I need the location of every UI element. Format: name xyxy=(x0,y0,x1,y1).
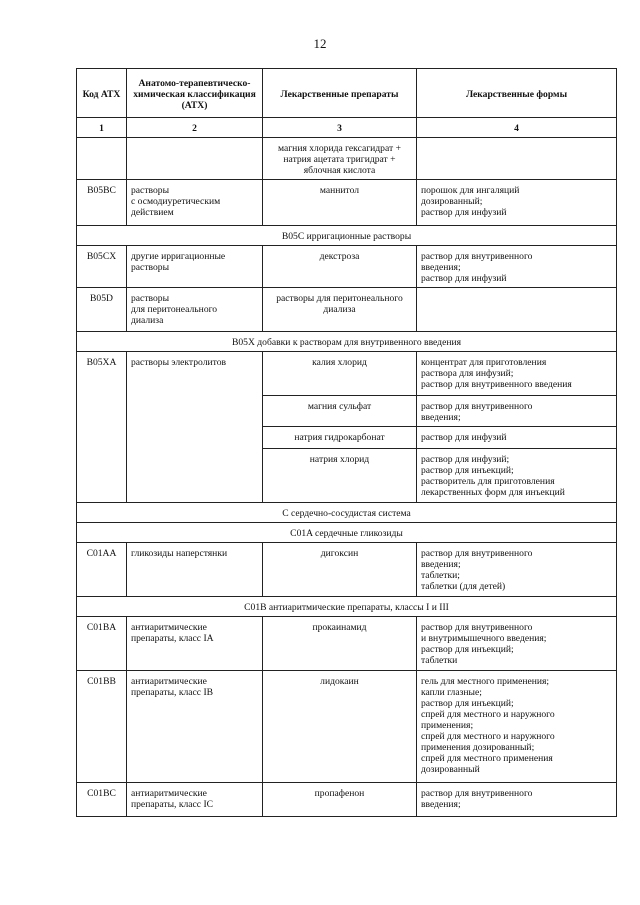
text-line: раствора для инфузий; xyxy=(421,368,514,379)
group-row xyxy=(77,523,617,543)
text-line: концентрат для приготовления xyxy=(421,357,547,368)
table-row xyxy=(77,246,617,288)
column-number: 1 xyxy=(77,118,127,138)
table-row xyxy=(77,138,617,180)
text-line: дигоксин xyxy=(320,548,359,559)
text-line: маннитол xyxy=(319,185,360,196)
text-line: спрей для местного применения xyxy=(421,753,553,764)
text-line: введения; xyxy=(421,799,461,810)
text-line: гликозиды наперстянки xyxy=(131,548,228,559)
text-line: гель для местного применения; xyxy=(421,676,550,687)
table-row xyxy=(77,617,617,671)
text-line: другие ирригационные xyxy=(131,251,226,262)
text-line: раствор для внутривенного xyxy=(421,401,533,412)
text-line: декстроза xyxy=(319,251,360,262)
text-line: с осмодиуретическим xyxy=(131,196,221,207)
drug-name xyxy=(263,288,417,332)
text-line: прокаинамид xyxy=(312,622,367,633)
drug-name xyxy=(263,246,417,288)
drug-name xyxy=(263,449,417,503)
drug-name xyxy=(263,138,417,180)
text-line: препараты, класс IB xyxy=(131,687,214,698)
text-line: лекарственных форм для инъекций xyxy=(421,487,565,498)
atx-classification xyxy=(127,138,263,180)
dosage-form xyxy=(417,671,617,783)
atx-code xyxy=(77,138,127,180)
text-line: таблетки (для детей) xyxy=(421,581,506,592)
page-number: 12 xyxy=(313,36,327,51)
text-line: препараты, класс IA xyxy=(131,633,214,644)
dosage-form xyxy=(417,138,617,180)
atx-code: C01BA xyxy=(77,617,127,671)
text-line: раствор для инъекций; xyxy=(421,644,514,655)
atx-classification xyxy=(127,783,263,817)
group-heading: C01B антиаритмические препараты, классы I и III xyxy=(77,597,617,617)
column-number: 3 xyxy=(263,118,417,138)
table-row xyxy=(77,180,617,226)
text-line: антиаритмические xyxy=(131,676,207,687)
atx-code: B05BC xyxy=(77,180,127,226)
text-line: антиаритмические xyxy=(131,788,207,799)
dosage-form xyxy=(417,543,617,597)
dosage-form xyxy=(417,180,617,226)
drug-name xyxy=(263,352,417,396)
atx-classification xyxy=(127,246,263,288)
dosage-form xyxy=(417,783,617,817)
text-line: пропафенон xyxy=(314,788,365,799)
header-drugs: Лекарственные препараты xyxy=(263,69,417,118)
text-line: раствор для инфузий xyxy=(421,432,507,443)
group-row xyxy=(77,597,617,617)
table-row xyxy=(77,671,617,783)
table-row xyxy=(77,783,617,817)
header-code: Код АТХ xyxy=(77,69,127,118)
dosage-form xyxy=(417,449,617,503)
header-atx-classification: Анатомо-терапевтическо-химическая классификация (АТХ) xyxy=(127,69,263,118)
text-line: раствор для внутривенного xyxy=(421,622,533,633)
atx-classification xyxy=(127,671,263,783)
text-line: действием xyxy=(131,207,174,218)
group-heading: С сердечно-сосудистая система xyxy=(77,503,617,523)
text-line: спрей для местного и наружного xyxy=(421,731,555,742)
dosage-form xyxy=(417,352,617,396)
group-row xyxy=(77,226,617,246)
atx-classification xyxy=(127,180,263,226)
text-line: препараты, класс IC xyxy=(131,799,214,810)
text-line: натрия гидрокарбонат xyxy=(294,432,385,443)
drug-name xyxy=(263,543,417,597)
text-line: применения; xyxy=(421,720,474,731)
text-line: натрия хлорид xyxy=(309,454,370,465)
text-line: дозированный; xyxy=(421,196,483,207)
atx-classification xyxy=(127,288,263,332)
text-line: калия хлорид xyxy=(312,357,367,368)
text-line: раствор для инъекций; xyxy=(421,465,514,476)
group-row xyxy=(77,332,617,352)
text-line: растворы xyxy=(131,262,170,273)
text-line: раствор для внутривенного xyxy=(421,788,533,799)
column-number: 2 xyxy=(127,118,263,138)
table-row xyxy=(77,288,617,332)
text-line: растворы xyxy=(131,185,170,196)
drug-name xyxy=(263,617,417,671)
text-line: таблетки; xyxy=(421,570,460,581)
text-line: антиаритмические xyxy=(131,622,207,633)
drug-name xyxy=(263,396,417,427)
atx-code: B05XA xyxy=(77,352,127,503)
table-row xyxy=(77,352,617,396)
atx-code: C01BB xyxy=(77,671,127,783)
text-line: диализа xyxy=(323,304,356,315)
text-line: раствор для инфузий xyxy=(421,207,507,218)
group-heading: B05X добавки к растворам для внутривенного введения xyxy=(77,332,617,352)
table-header-row xyxy=(77,69,617,118)
text-line: введения; xyxy=(421,559,461,570)
text-line: введения; xyxy=(421,412,461,423)
group-heading: C01A сердечные гликозиды xyxy=(77,523,617,543)
table-row xyxy=(77,543,617,597)
text-line: раствор для инъекций; xyxy=(421,698,514,709)
text-line: раствор для внутривенного введения xyxy=(421,379,572,390)
text-line: раствор для инфузий xyxy=(421,273,507,284)
group-row xyxy=(77,503,617,523)
atx-code: B05CX xyxy=(77,246,127,288)
text-line: растворитель для приготовления xyxy=(421,476,555,487)
text-line: для перитонеального xyxy=(131,304,218,315)
text-line: лидокаин xyxy=(320,676,359,687)
dosage-form xyxy=(417,246,617,288)
text-line: применения дозированный; xyxy=(421,742,535,753)
header-forms: Лекарственные формы xyxy=(417,69,617,118)
text-line: яблочная кислота xyxy=(303,165,376,176)
text-line: капли глазные; xyxy=(421,687,482,698)
drug-name xyxy=(263,783,417,817)
text-line: магния сульфат xyxy=(307,401,372,412)
text-line: магния хлорида гексагидрат + xyxy=(277,143,401,154)
atx-code: B05D xyxy=(77,288,127,332)
drug-name xyxy=(263,427,417,449)
dosage-form xyxy=(417,427,617,449)
atx-table xyxy=(76,68,617,817)
text-line: раствор для внутривенного xyxy=(421,548,533,559)
text-line: дозированный xyxy=(421,764,480,775)
column-number-row xyxy=(77,118,617,138)
text-line: натрия ацетата тригидрат + xyxy=(283,154,396,165)
atx-classification xyxy=(127,543,263,597)
text-line: растворы для перитонеального xyxy=(276,293,403,304)
atx-classification xyxy=(127,352,263,503)
drug-name xyxy=(263,180,417,226)
drug-name xyxy=(263,671,417,783)
text-line: порошок для ингаляций xyxy=(421,185,520,196)
text-line: растворы электролитов xyxy=(131,357,227,368)
text-line: раствор для инфузий; xyxy=(421,454,510,465)
atx-classification xyxy=(127,617,263,671)
text-line: растворы xyxy=(131,293,170,304)
text-line: раствор для внутривенного xyxy=(421,251,533,262)
atx-code: C01AA xyxy=(77,543,127,597)
atx-code: C01BC xyxy=(77,783,127,817)
text-line: таблетки xyxy=(421,655,458,666)
dosage-form xyxy=(417,396,617,427)
text-line: спрей для местного и наружного xyxy=(421,709,555,720)
text-line: диализа xyxy=(131,315,164,326)
dosage-form xyxy=(417,617,617,671)
text-line: и внутримышечного введения; xyxy=(421,633,547,644)
group-heading: B05C ирригационные растворы xyxy=(77,226,617,246)
column-number: 4 xyxy=(417,118,617,138)
text-line: введения; xyxy=(421,262,461,273)
dosage-form xyxy=(417,288,617,332)
